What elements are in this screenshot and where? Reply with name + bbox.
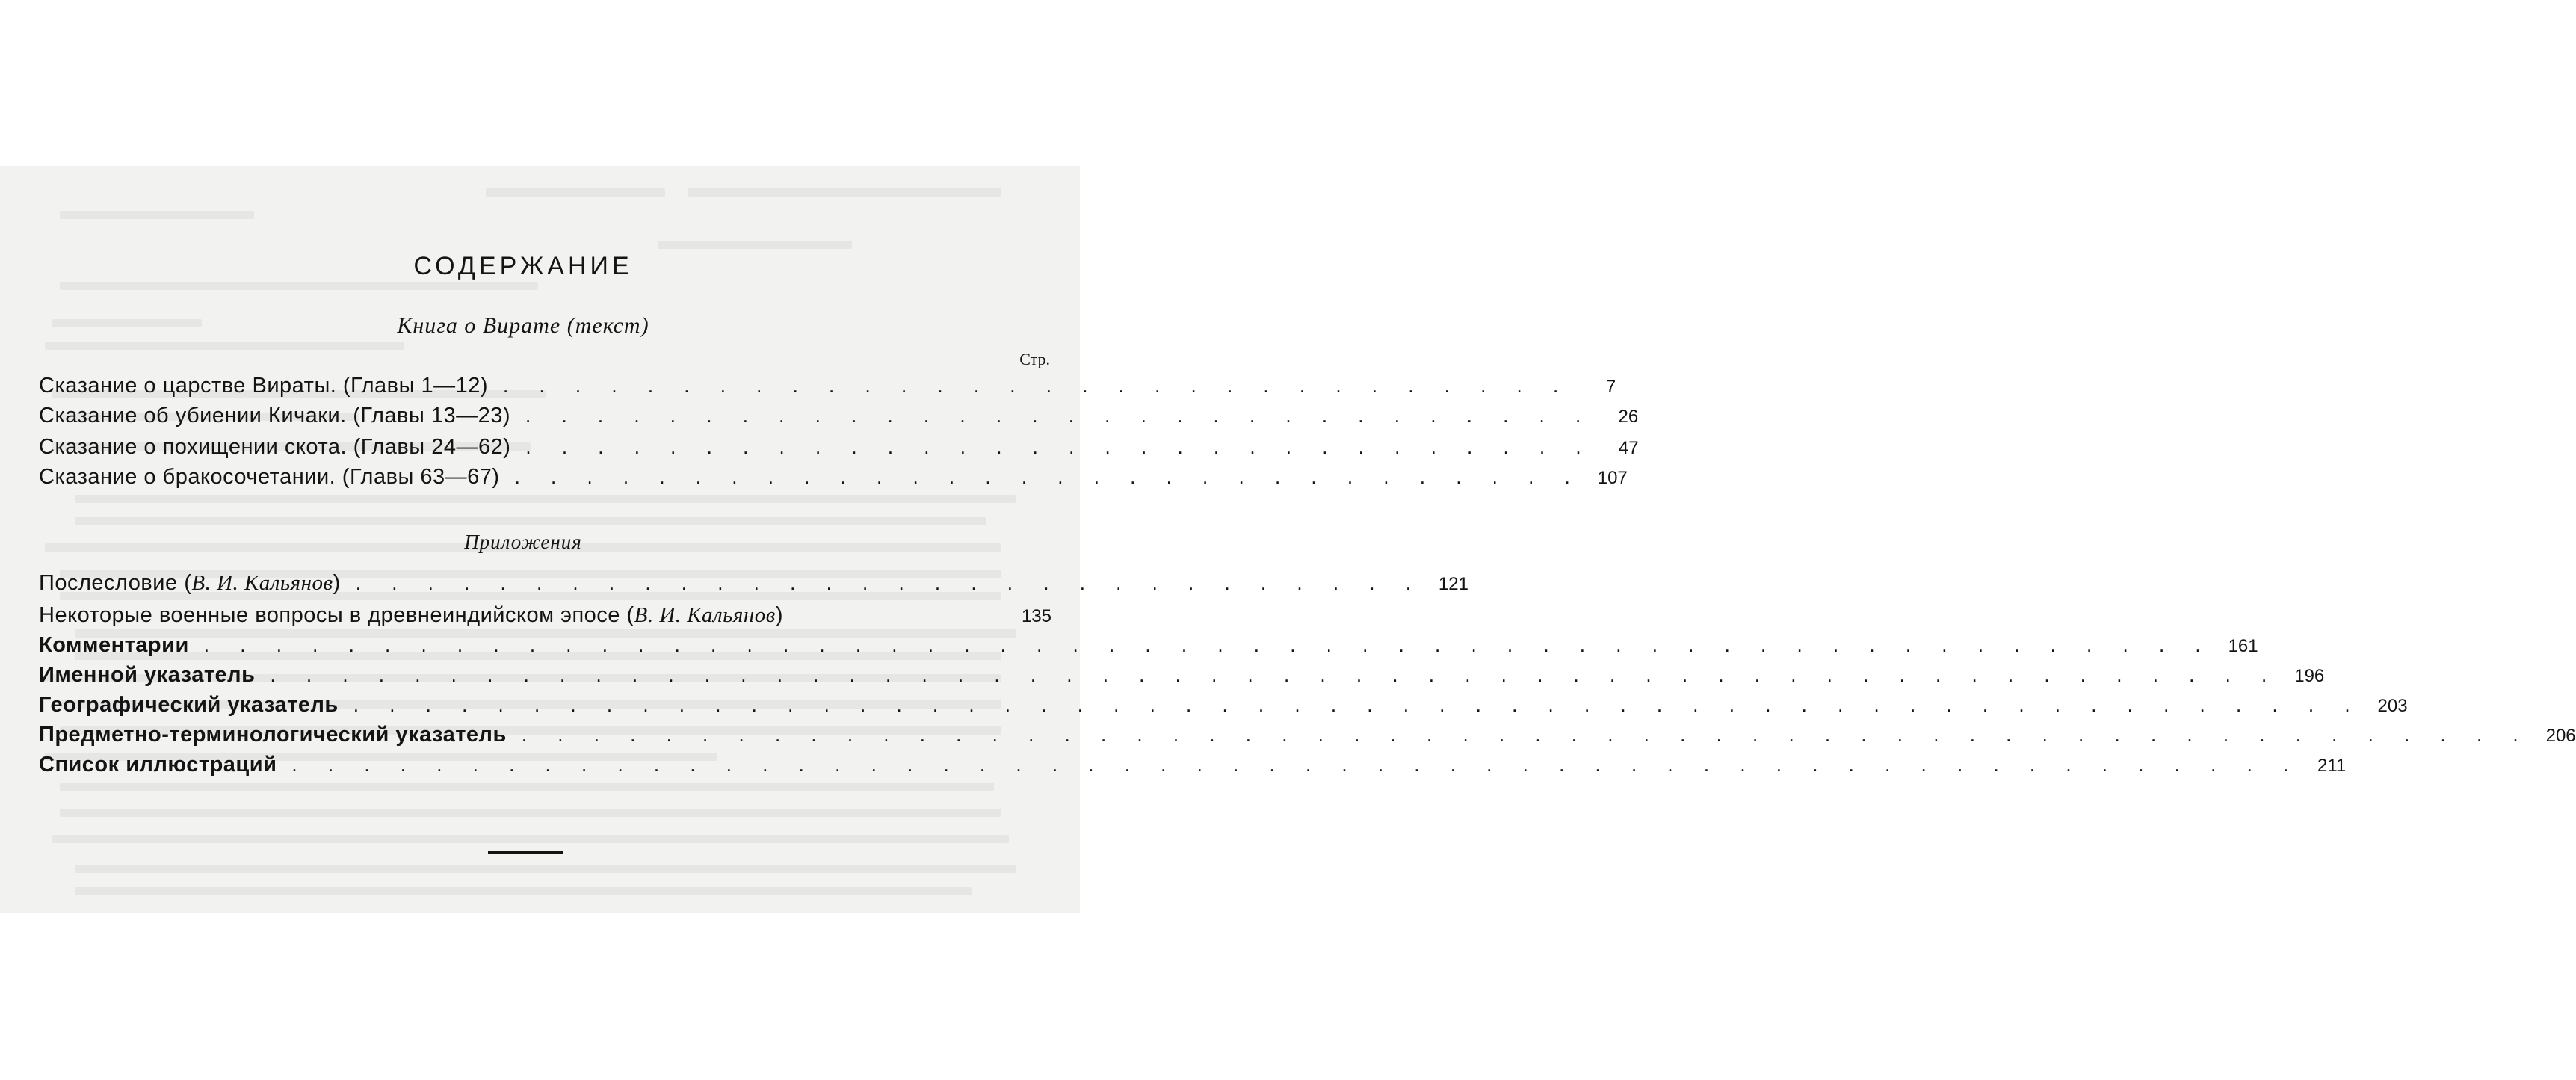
toc-entry-page: 196 (2294, 666, 2325, 686)
contents-title: СОДЕРЖАНИЕ (413, 252, 633, 280)
toc-entry-page: 211 (2317, 756, 2347, 776)
toc-entry-page: 7 (1605, 377, 1616, 397)
leader-dots: . . . . . . . . . . . . . . . . . . . . . . . . . . . . . . (525, 436, 1594, 458)
leader-dots: . . . . . . . . . . . . . . . . . . . . . . . . . . . . . . . . . . . . . . . . . . . . . . . . . . . . . . . . (521, 723, 2531, 746)
toc-entry (39, 693, 2408, 723)
toc-entry-author: В. И. Кальянов (191, 571, 333, 595)
toc-entry-title: Именной указатель (39, 663, 256, 687)
toc-entry (39, 374, 1616, 404)
toc-entry-title: Географический указатель (39, 693, 339, 717)
toc-entry-title: Послесловие (В. И. Кальянов) (39, 571, 341, 595)
leader-dots: . . . . . . . . . . . . . . . . . . . . . . . . . . . . . . (503, 374, 1572, 397)
toc-entry-page: 121 (1438, 574, 1468, 594)
toc-entry-page: 26 (1618, 407, 1639, 427)
toc-entry (39, 404, 1639, 433)
toc-entry-title: Сказание об убиении Кичаки. (Главы 13—23) (39, 404, 511, 428)
toc-entry (39, 465, 1628, 495)
toc-entry-page: 47 (1618, 438, 1639, 458)
section-heading-text: Книга о Вирате (текст) (397, 313, 649, 338)
toc-entry (39, 603, 1051, 633)
page-column-label: Стр. (1019, 350, 1050, 368)
toc-entry (39, 723, 2576, 753)
toc-entry-title: Сказание о бракосочетании. (Главы 63—67) (39, 465, 500, 489)
toc-entry-title: Список иллюстраций (39, 753, 277, 777)
leader-dots: . . . . . . . . . . . . . . . . . . . . . . . . . . . . . . . . . . . . . . . . . . . . . . . . . . . . . . . . (270, 664, 2280, 686)
toc-entry-page: 203 (2377, 696, 2408, 716)
toc-entry (39, 633, 2258, 663)
closing-rule (488, 851, 563, 854)
toc-entry-title: Предметно-терминологический указатель (39, 723, 507, 747)
toc-entry-title: Сказание о царстве Вираты. (Главы 1—12) (39, 374, 489, 398)
book-page (0, 166, 2576, 913)
toc-entry (39, 435, 1639, 465)
leader-dots: . . . . . . . . . . . . . . . . . . . . . . . . . . . . . . . . . . . . . . . . . . . . . . . . . . . . . . . . (291, 753, 2302, 776)
toc-entry-title: Комментарии (39, 633, 189, 657)
leader-dots: . . . . . . . . . . . . . . . . . . . . . . . . . . . . . . (355, 572, 1424, 594)
leader-dots: . . . . . . . . . . . . . . . . . . . . . . . . . . . . . . (514, 466, 1583, 488)
toc-entry (39, 753, 2347, 783)
toc-entry (39, 663, 2325, 693)
toc-entry-page: 107 (1597, 468, 1628, 488)
leader-dots: . . . . . . . . . . . . . . . . . . . . . . . . . . . . . . (525, 404, 1594, 427)
toc-entry-page: 161 (2228, 636, 2258, 656)
toc-entry-page: 206 (2545, 726, 2576, 746)
leader-dots: . . . . . . . . . . . . . . . . . . . . . . . . . . . . . . . . . . . . . . . . . . . . . . . . . . . . . . . . (353, 694, 2363, 716)
toc-entry-page: 135 (1021, 606, 1051, 626)
leader-dots: . . . . . . . . . . . . . . . . . . . . . . . . . . . . . . . . . . . . . . . . . . . . . . . . . . . . . . . . (203, 634, 2214, 656)
toc-entry-title: Сказание о похищении скота. (Главы 24—62) (39, 435, 511, 459)
toc-entry-title: Некоторые военные вопросы в древнеиндийском эпосе (В. И. Кальянов) (39, 603, 784, 627)
section-heading-appendix: Приложения (464, 531, 582, 553)
toc-entry-author: В. И. Кальянов (634, 603, 776, 627)
toc-entry (39, 571, 1468, 601)
